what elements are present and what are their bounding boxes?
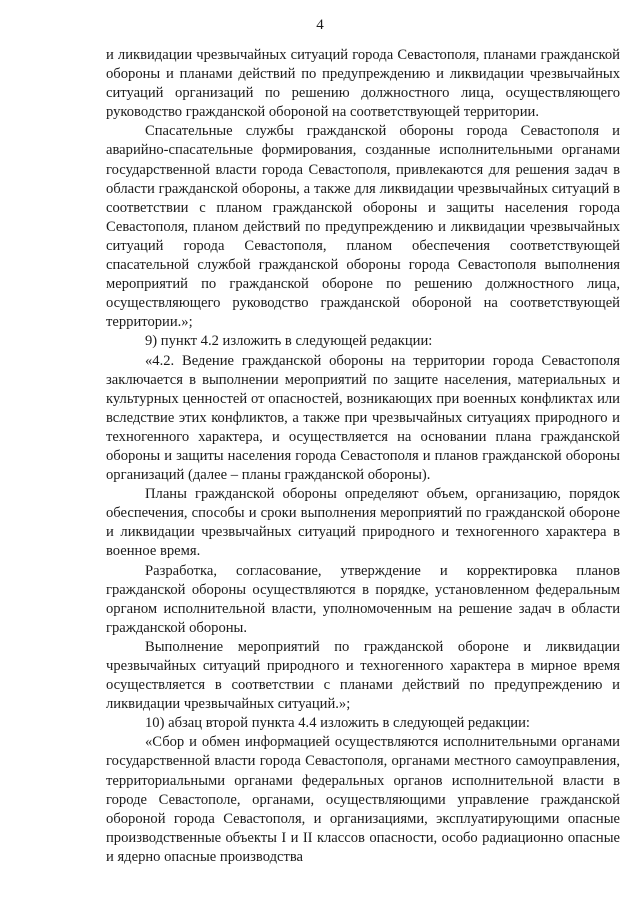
paragraph: Спасательные службы гражданской обороны города Севастополя и аварийно-спасательные формирования, созданные исполнительными органами государственной власти города Севастополя, привлекаются для решения задач в области гражданской обороны, а также для ликвидации чрезвычайных ситуаций в соответствии с планом гражданской обороны и защиты населения города Севастополя, планом действий по предупреждению и ликвидации чрезвычайных ситуаций города Севастополя, планом обеспечения соответствующей спасательной службой гражданской обороны города Севастополя выполнения мероприятий по гражданской обороне по решению должностного лица, осуществляющего руководство гражданской обороной на соответствующей территории.»; — [106, 123, 620, 331]
paragraph: Разработка, согласование, утверждение и корректировка планов гражданской обороны осуществляются в порядке, установленном федеральным органом исполнительной власти, уполномоченным на решение задач в области гражданской обороны. — [106, 562, 620, 636]
document-body — [106, 46, 620, 867]
paragraph: «Сбор и обмен информацией осуществляются исполнительными органами государственной власти города Севастополя, органами местного самоуправления, территориальными органами федеральных органов исполнительной власти в городе Севастополе, органами, осуществляющими управление гражданской обороной города Севастополя, и организациями, эксплуатирующими опасные производственные объекты I и II классов опасности, особо радиационно опасные и ядерно опасные производства — [106, 734, 620, 865]
paragraph: и ликвидации чрезвычайных ситуаций города Севастополя, планами гражданской обороны и планами действий по предупреждению и ликвидации чрезвычайных ситуаций организаций по решению должностного лица, осуществляющего руководство гражданской обороной на соответствующей территории. — [106, 47, 620, 121]
paragraph: Выполнение мероприятий по гражданской обороне и ликвидации чрезвычайных ситуаций природного и техногенного характера в мирное время осуществляется в соответствии с планами действий по предупреждению и ликвидации чрезвычайных ситуаций.»; — [106, 638, 620, 713]
page-number: 4 — [316, 17, 324, 33]
paragraph: «4.2. Ведение гражданской обороны на территории города Севастополя заключается в выполнении мероприятий по защите населения, материальных и культурных ценностей от опасностей, возникающих при военных конфликтах или вследствие этих конфликтов, а также при чрезвычайных ситуациях природного и техногенного характера, и осуществляется на основании плана гражданской обороны и защиты населения города Севастополя и планов гражданской обороны организаций (далее – планы гражданской обороны). — [106, 352, 620, 484]
paragraph: 10) абзац второй пункта 4.4 изложить в следующей редакции: — [145, 715, 530, 732]
paragraph: 9) пункт 4.2 изложить в следующей редакции: — [145, 333, 433, 350]
paragraph: Планы гражданской обороны определяют объем, организацию, порядок обеспечения, способы и сроки выполнения мероприятий по гражданской обороне и ликвидации чрезвычайных ситуаций природного и техногенного характера в военное время. — [106, 486, 620, 560]
